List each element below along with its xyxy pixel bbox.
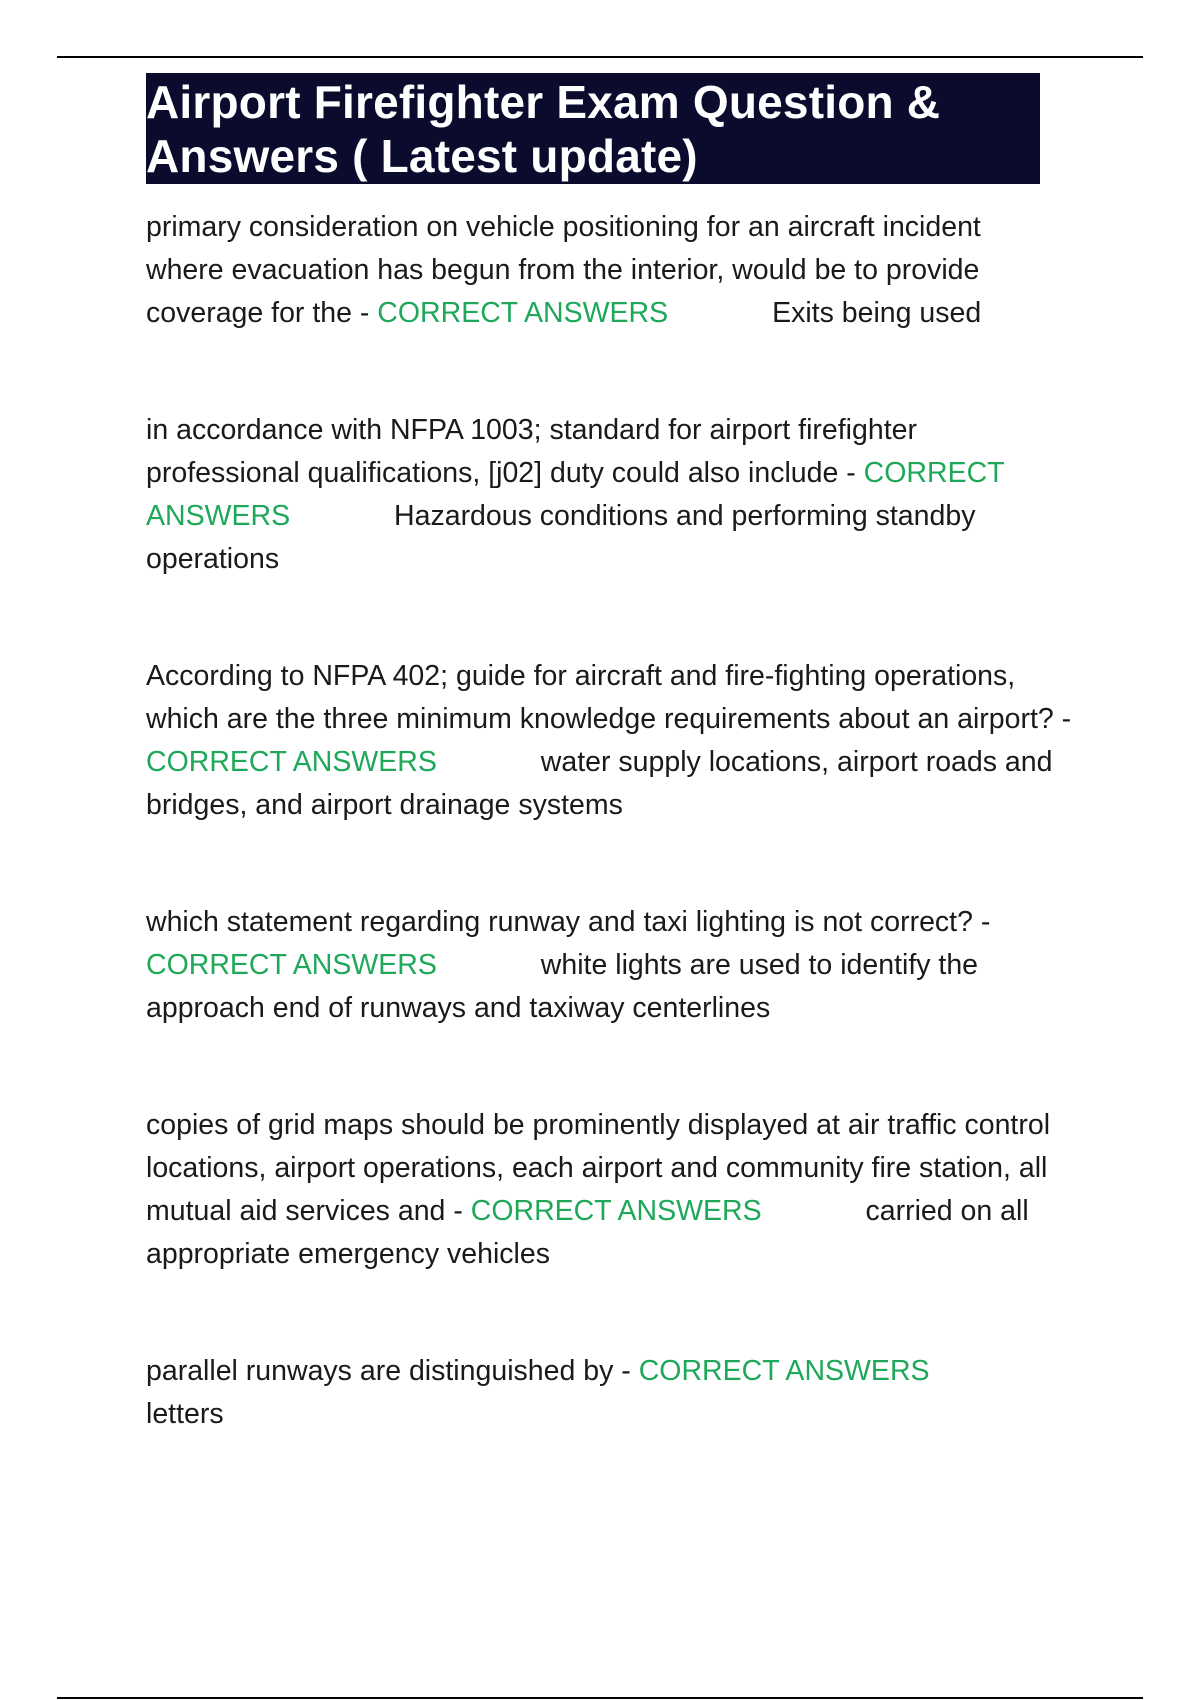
qa-item [146,1104,1106,1276]
correct-answers-label: CORRECT ANSWERS [377,297,669,329]
answer-text: Exits being used [772,297,982,329]
title-banner [146,73,1040,184]
qa-item [146,409,1026,581]
correct-answers-label: CORRECT ANSWERS [638,1355,930,1387]
question-text: in accordance with NFPA 1003; standard for airport firefighter professional qualifications, [j02] duty could also include - [146,414,917,489]
question-text: copies of grid maps should be prominently displayed at air traffic control locations, airport operations, each airport and community fire station, all mutual aid services and - [146,1109,1051,1227]
correct-answers-label: CORRECT ANSWERS [470,1195,762,1227]
qa-item [146,901,1046,1030]
document-title: Airport Firefighter Exam Question & Answers ( Latest update) [146,76,941,182]
question-text: which statement regarding runway and taxi lighting is not correct? - [146,906,991,938]
top-rule [57,56,1143,58]
qa-item [146,1350,1046,1436]
qa-item [146,655,1076,827]
question-text: According to NFPA 402; guide for aircraft and fire-fighting operations, which are the three minimum knowledge requirements about an airport? - [146,660,1072,735]
qa-list [146,206,1106,1510]
bottom-rule [57,1697,1143,1699]
question-text: parallel runways are distinguished by - [146,1355,631,1387]
answer-text: water supply locations, airport roads and bridges, and airport drainage systems [146,746,1053,821]
answer-text: letters [146,1398,224,1430]
answer-text: white lights are used to identify the approach end of runways and taxiway centerlines [146,949,979,1024]
correct-answers-label: CORRECT ANSWERS [146,746,437,778]
qa-item [146,206,1046,335]
answer-text: carried on all appropriate emergency vehicles [146,1195,1029,1270]
correct-answers-label: CORRECT ANSWERS [146,949,437,981]
question-text: primary consideration on vehicle positioning for an aircraft incident where evacuation has begun from the interior, would be to provide coverage for the - [146,211,981,329]
correct-answers-label: CORRECT ANSWERS [146,457,1005,532]
answer-text: Hazardous conditions and performing standby operations [146,500,976,575]
